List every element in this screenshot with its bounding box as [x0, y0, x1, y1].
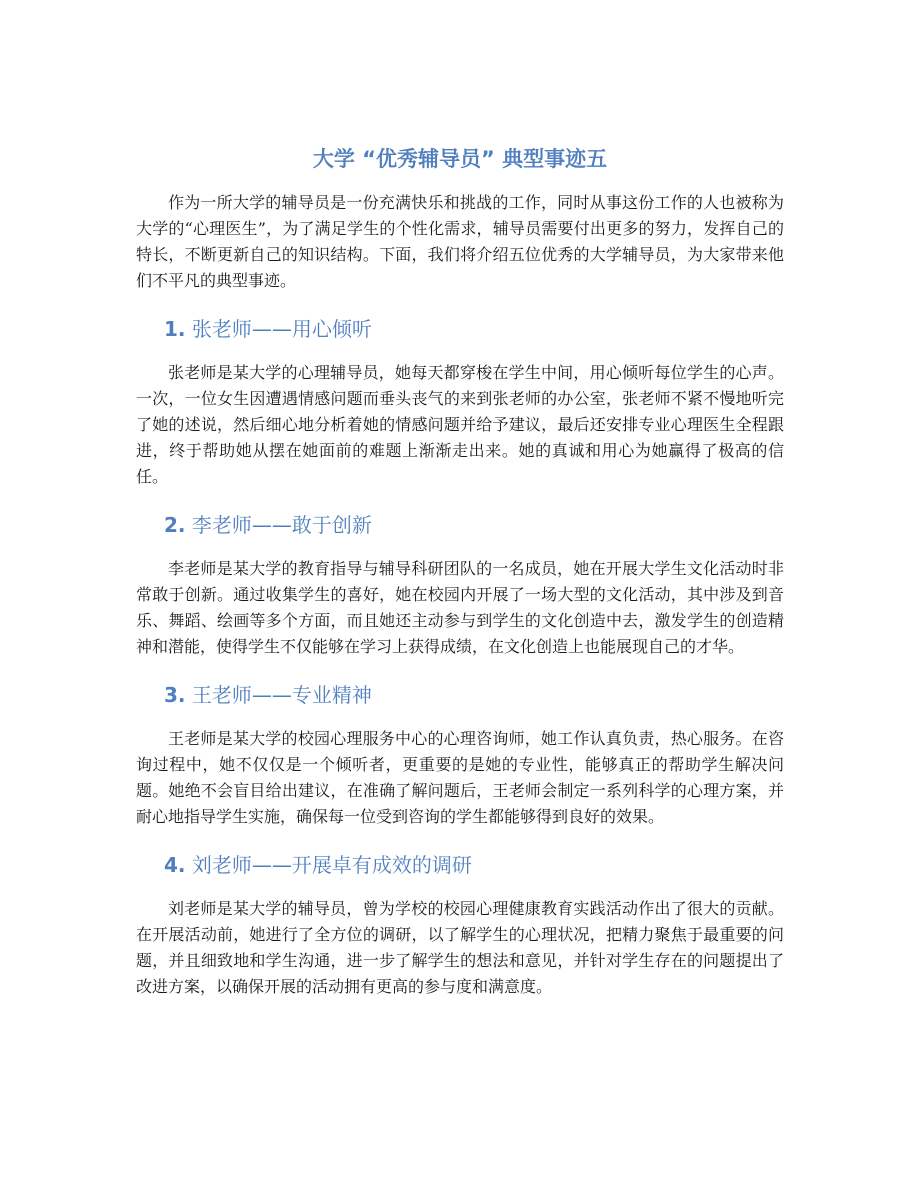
document-content — [136, 138, 784, 1000]
section-1 — [136, 314, 784, 490]
section-number: 2. — [164, 513, 186, 537]
section-heading — [136, 314, 784, 344]
section-heading — [136, 510, 784, 540]
section-4 — [136, 850, 784, 1000]
section-heading-text: 刘老师——开展卓有成效的调研 — [191, 853, 472, 877]
section-heading-text: 王老师——专业精神 — [191, 683, 372, 707]
intro-paragraph: 作为一所大学的辅导员是一份充满快乐和挑战的工作，同时从事这份工作的人也被称为大学的“心理医生”，为了满足学生的个性化需求，辅导员需要付出更多的努力，发挥自己的特长，不断更新自己的知识结构。下面，我们将介绍五位优秀的大学辅导员，为大家带来他们不平凡的典型事迹。 — [136, 193, 784, 290]
section-number: 4. — [164, 853, 186, 877]
section-number: 1. — [164, 317, 186, 341]
section-heading-text: 李老师——敢于创新 — [191, 513, 372, 537]
section-body: 刘老师是某大学的辅导员，曾为学校的校园心理健康教育实践活动作出了很大的贡献。在开展活动前，她进行了全方位的调研，以了解学生的心理状况，把精力聚焦于最重要的问题，并且细致地和学生沟通，进一步了解学生的想法和意见，并针对学生存在的问题提出了改进方案，以确保开展的活动拥有更高的参与度和满意度。 — [136, 899, 784, 996]
section-heading — [136, 850, 784, 880]
section-number: 3. — [164, 683, 186, 707]
document-title: 大学 “优秀辅导员” 典型事迹五 — [312, 147, 608, 171]
section-body: 王老师是某大学的校园心理服务中心的心理咨询师，她工作认真负责，热心服务。在咨询过程中，她不仅仅是一个倾听者，更重要的是她的专业性，能够真正的帮助学生解决问题。她绝不会盲目给出建议，在准确了解问题后，王老师会制定一系列科学的心理方案，并耐心地指导学生实施，确保每一位受到咨询的学生都能够得到良好的效果。 — [136, 729, 784, 826]
section-3 — [136, 680, 784, 830]
section-body: 李老师是某大学的教育指导与辅导科研团队的一名成员，她在开展大学生文化活动时非常敢于创新。通过收集学生的喜好，她在校园内开展了一场大型的文化活动，其中涉及到音乐、舞蹈、绘画等多个方面，而且她还主动参与到学生的文化创造中去，激发学生的创造精神和潜能，使得学生不仅能够在学习上获得成绩，在文化创造上也能展现自己的才华。 — [136, 559, 784, 656]
section-heading — [136, 680, 784, 710]
section-body: 张老师是某大学的心理辅导员，她每天都穿梭在学生中间，用心倾听每位学生的心声。一次，一位女生因遭遇情感问题而垂头丧气的来到张老师的办公室，张老师不紧不慢地听完了她的述说，然后细心地分析着她的情感问题并给予建议，最后还安排专业心理医生全程跟进，终于帮助她从摆在她面前的难题上渐渐走出来。她的真诚和用心为她赢得了极高的信任。 — [136, 363, 784, 486]
section-heading-text: 张老师——用心倾听 — [191, 317, 372, 341]
section-2 — [136, 510, 784, 660]
